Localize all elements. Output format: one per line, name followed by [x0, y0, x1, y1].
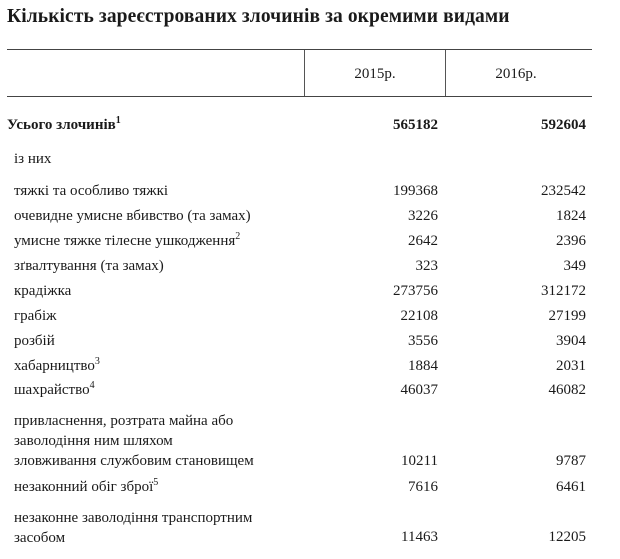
value-2016: 46082 [548, 382, 586, 398]
value-2015: 7616 [408, 479, 438, 495]
value-2016: 312172 [541, 283, 586, 299]
header-top-rule [7, 49, 592, 50]
value-2015: 22108 [400, 308, 438, 324]
table-row [0, 411, 620, 471]
row-label: привласнення, розтрата майна або заволодіння ним шляхом зловживання службовим становищем [14, 413, 254, 469]
row-label: незаконний обіг зброї$^5$ [14, 477, 159, 495]
footnote-mark: 1 [115, 115, 121, 126]
footnote-mark: 3 [94, 356, 100, 367]
value-2016: 3904 [556, 333, 586, 349]
column-header-2015: 2015р. [354, 66, 396, 82]
value-2015: 3556 [408, 333, 438, 349]
row-label: розбій [14, 333, 55, 349]
value-2015: 3226 [408, 208, 438, 224]
value-2015: 323 [415, 258, 438, 274]
row-label: шахрайство$^4$ [14, 380, 95, 398]
value-2016: 27199 [548, 308, 586, 324]
value-2016: 2396 [556, 233, 586, 249]
value-2015: 10211 [401, 453, 438, 469]
value-2015: 46037 [400, 382, 438, 398]
footnote-mark: 4 [89, 380, 95, 391]
value-2016: 12205 [548, 529, 586, 545]
value-2016: 9787 [556, 453, 586, 469]
value-2016: 232542 [541, 183, 586, 199]
table-row [0, 508, 620, 550]
header-bottom-rule [7, 96, 592, 97]
value-2015: 273756 [393, 283, 438, 299]
table-title: Кількість зареєстрованих злочинів за окремими видами [7, 6, 510, 27]
value-2016: 1824 [556, 208, 586, 224]
row-label: Усього злочинів$^1$ [7, 115, 121, 133]
value-2016: 2031 [556, 358, 586, 374]
value-2015: 11463 [401, 529, 438, 545]
column-header-2016: 2016р. [495, 66, 537, 82]
value-2015: 1884 [408, 358, 438, 374]
row-label: грабіж [14, 308, 57, 324]
row-label: тяжкі та особливо тяжкі [14, 183, 169, 199]
value-2016: 592604 [541, 117, 586, 133]
row-label: умисне тяжке тілесне ушкодження$^2$ [14, 231, 241, 249]
subheader-label: із них [14, 151, 52, 167]
footnote-mark: 2 [235, 231, 241, 242]
row-label: крадіжка [14, 283, 72, 299]
row-label: хабарництво$^3$ [14, 356, 100, 374]
row-label: незаконне заволодіння транспортним засобом [14, 510, 253, 546]
value-2015: 199368 [393, 183, 438, 199]
row-label: зґвалтування (та замах) [14, 258, 164, 274]
footnote-mark: 5 [153, 477, 159, 488]
value-2015: 2642 [408, 233, 438, 249]
value-2016: 6461 [556, 479, 586, 495]
value-2016: 349 [563, 258, 586, 274]
row-label: очевидне умисне вбивство (та замах) [14, 208, 251, 224]
value-2015: 565182 [393, 117, 438, 133]
